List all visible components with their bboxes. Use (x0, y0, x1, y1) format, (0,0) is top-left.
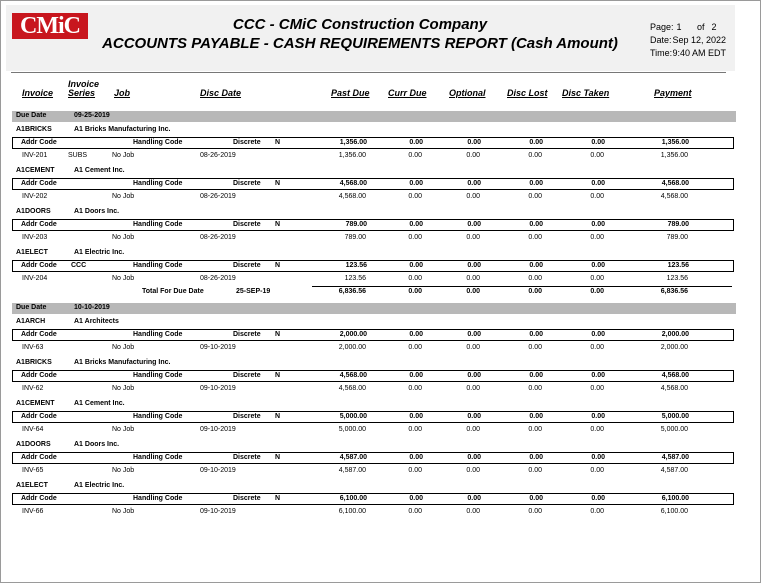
disc-lost-amount: 0.00 (529, 180, 543, 187)
invoice-job: No Job (112, 426, 135, 433)
invoice-past-due: 4,568.00 (338, 385, 366, 392)
optional-amount: 0.00 (467, 221, 481, 228)
due-date-label: Due Date (16, 112, 47, 119)
payment-amount: 1,356.00 (661, 139, 689, 146)
discrete-value: N (275, 262, 281, 269)
invoice-optional: 0.00 (466, 344, 480, 351)
page-total: 2 (711, 22, 717, 32)
addr-code-label: Addr Code (21, 180, 57, 187)
invoice-curr-due: 0.00 (408, 234, 422, 241)
col-curr-due: Curr Due (388, 88, 427, 98)
date-label: Date: (650, 35, 672, 45)
optional-amount: 0.00 (467, 495, 481, 502)
discrete-label: Discrete (233, 262, 261, 269)
past-due-amount: 4,587.00 (339, 454, 367, 461)
invoice-curr-due: 0.00 (408, 467, 422, 474)
invoice-past-due: 1,356.00 (338, 152, 366, 159)
payment-amount: 5,000.00 (661, 413, 689, 420)
optional-amount: 0.00 (467, 454, 481, 461)
invoice-optional: 0.00 (466, 234, 480, 241)
disc-taken-amount: 0.00 (591, 372, 605, 379)
past-due-amount: 789.00 (345, 221, 367, 228)
vendor-row (12, 396, 736, 411)
invoice-number: INV-63 (22, 344, 44, 351)
invoice-row (12, 464, 736, 478)
col-payment: Payment (654, 88, 692, 98)
invoice-optional: 0.00 (466, 467, 480, 474)
col-invoice-series-line1: Invoice (68, 79, 100, 89)
invoice-row (12, 382, 736, 396)
invoice-disc-taken: 0.00 (590, 234, 604, 241)
discrete-value: N (275, 180, 281, 187)
due-date-total-row (142, 286, 732, 297)
disc-lost-amount: 0.00 (529, 495, 543, 502)
optional-amount: 0.00 (467, 262, 481, 269)
invoice-optional: 0.00 (466, 508, 480, 515)
vendor-row (12, 245, 736, 260)
addr-code-label: Addr Code (21, 495, 57, 502)
total-past-due: 6,836.56 (338, 288, 366, 295)
time-label: Time: (650, 48, 673, 58)
discrete-value: N (275, 221, 281, 228)
vendor-code: A1CEMENT (16, 400, 55, 407)
discrete-label: Discrete (233, 495, 261, 502)
invoice-disc-date: 09-10-2019 (200, 467, 236, 474)
invoice-disc-lost: 0.00 (528, 426, 542, 433)
invoice-job: No Job (112, 385, 135, 392)
disc-lost-amount: 0.00 (529, 454, 543, 461)
invoice-past-due: 5,000.00 (338, 426, 366, 433)
past-due-amount: 5,000.00 (339, 413, 367, 420)
vendor-row (12, 478, 736, 493)
invoice-number: INV-202 (22, 193, 48, 200)
report-title: ACCOUNTS PAYABLE - CASH REQUIREMENTS REPORT (Cash Amount) (102, 35, 618, 52)
col-disc-lost: Disc Lost (507, 88, 548, 98)
company-logo: CMiC (12, 13, 88, 39)
total-curr-due: 0.00 (408, 288, 422, 295)
col-past-due: Past Due (331, 88, 370, 98)
disc-lost-amount: 0.00 (529, 372, 543, 379)
invoice-past-due: 4,587.00 (338, 467, 366, 474)
total-label: Total For Due Date (142, 288, 204, 295)
invoice-job: No Job (112, 275, 135, 282)
report-body (12, 111, 736, 519)
payment-amount: 2,000.00 (661, 331, 689, 338)
invoice-disc-taken: 0.00 (590, 275, 604, 282)
invoice-job: No Job (112, 193, 135, 200)
invoice-number: INV-204 (22, 275, 48, 282)
past-due-amount: 4,568.00 (339, 372, 367, 379)
addr-code-label: Addr Code (21, 262, 57, 269)
discrete-value: N (275, 139, 281, 146)
invoice-disc-taken: 0.00 (590, 508, 604, 515)
invoice-past-due: 6,100.00 (338, 508, 366, 515)
total-disc-lost: 0.00 (528, 288, 542, 295)
vendor-name: A1 Doors Inc. (74, 441, 120, 448)
invoice-row (12, 505, 736, 519)
vendor-code: A1ELECT (16, 482, 48, 489)
header-divider (11, 72, 726, 73)
invoice-disc-date: 09-10-2019 (200, 344, 236, 351)
invoice-number: INV-201 (22, 152, 48, 159)
past-due-amount: 2,000.00 (339, 331, 367, 338)
invoice-number: INV-64 (22, 426, 44, 433)
disc-taken-amount: 0.00 (591, 454, 605, 461)
handling-code-label: Handling Code (133, 139, 183, 146)
address-summary-row (12, 219, 734, 231)
curr-due-amount: 0.00 (409, 454, 423, 461)
col-invoice: Invoice (22, 88, 54, 98)
invoice-disc-taken: 0.00 (590, 193, 604, 200)
time-value: 9:40 AM EDT (672, 48, 727, 58)
invoice-job: No Job (112, 508, 135, 515)
page-of: of (697, 22, 705, 32)
report-date (650, 35, 726, 45)
invoice-job: No Job (112, 152, 135, 159)
disc-taken-amount: 0.00 (591, 262, 605, 269)
vendor-name: A1 Bricks Manufacturing Inc. (74, 359, 171, 366)
payment-amount: 6,100.00 (661, 495, 689, 502)
invoice-payment: 6,100.00 (660, 508, 688, 515)
invoice-optional: 0.00 (466, 275, 480, 282)
vendor-code: A1ARCH (16, 318, 46, 325)
invoice-disc-taken: 0.00 (590, 152, 604, 159)
vendor-row (12, 355, 736, 370)
vendor-code: A1DOORS (16, 441, 51, 448)
invoice-disc-date: 08-26-2019 (200, 275, 236, 282)
invoice-past-due: 789.00 (344, 234, 366, 241)
past-due-amount: 1,356.00 (339, 139, 367, 146)
vendor-name: A1 Doors Inc. (74, 208, 120, 215)
disc-taken-amount: 0.00 (591, 495, 605, 502)
invoice-payment: 789.00 (666, 234, 688, 241)
address-summary-row (12, 260, 734, 272)
payment-amount: 4,568.00 (661, 372, 689, 379)
invoice-disc-taken: 0.00 (590, 467, 604, 474)
invoice-row (12, 423, 736, 437)
addr-code-label: Addr Code (21, 221, 57, 228)
invoice-payment: 4,587.00 (660, 467, 688, 474)
page-number: 1 (676, 22, 682, 32)
date-value: Sep 12, 2022 (672, 35, 727, 45)
invoice-optional: 0.00 (466, 193, 480, 200)
vendor-name: A1 Electric Inc. (74, 249, 125, 256)
col-invoice-series-line2: Series (68, 88, 96, 98)
discrete-value: N (275, 413, 281, 420)
invoice-disc-lost: 0.00 (528, 275, 542, 282)
invoice-curr-due: 0.00 (408, 508, 422, 515)
invoice-optional: 0.00 (466, 385, 480, 392)
address-summary-row (12, 370, 734, 382)
invoice-number: INV-203 (22, 234, 48, 241)
invoice-past-due: 123.56 (344, 275, 366, 282)
invoice-curr-due: 0.00 (408, 344, 422, 351)
vendor-code: A1ELECT (16, 249, 48, 256)
invoice-disc-lost: 0.00 (528, 344, 542, 351)
disc-lost-amount: 0.00 (529, 221, 543, 228)
curr-due-amount: 0.00 (409, 262, 423, 269)
payment-amount: 789.00 (667, 221, 689, 228)
due-date-label: Due Date (16, 304, 47, 311)
address-summary-row (12, 329, 734, 341)
payment-amount: 4,568.00 (661, 180, 689, 187)
invoice-curr-due: 0.00 (408, 426, 422, 433)
optional-amount: 0.00 (467, 413, 481, 420)
vendor-row (12, 314, 736, 329)
total-date: 25-SEP-19 (236, 288, 271, 295)
invoice-payment: 4,568.00 (660, 193, 688, 200)
optional-amount: 0.00 (467, 331, 481, 338)
payment-amount: 123.56 (667, 262, 689, 269)
discrete-value: N (275, 454, 281, 461)
invoice-row (12, 190, 736, 204)
vendor-row (12, 122, 736, 137)
due-date-value: 10-10-2019 (74, 304, 110, 311)
col-job: Job (114, 88, 131, 98)
vendor-name: A1 Cement Inc. (74, 167, 125, 174)
invoice-row (12, 272, 736, 286)
total-payment: 6,836.56 (660, 288, 688, 295)
invoice-job: No Job (112, 467, 135, 474)
disc-taken-amount: 0.00 (591, 221, 605, 228)
addr-code-label: Addr Code (21, 372, 57, 379)
handling-code-label: Handling Code (133, 454, 183, 461)
total-disc-taken: 0.00 (590, 288, 604, 295)
invoice-disc-date: 09-10-2019 (200, 508, 236, 515)
due-date-bar (12, 111, 736, 122)
invoice-curr-due: 0.00 (408, 275, 422, 282)
address-summary-row (12, 137, 734, 149)
handling-code-label: Handling Code (133, 495, 183, 502)
invoice-disc-lost: 0.00 (528, 385, 542, 392)
invoice-disc-date: 08-26-2019 (200, 152, 236, 159)
disc-taken-amount: 0.00 (591, 139, 605, 146)
discrete-label: Discrete (233, 139, 261, 146)
address-summary-row (12, 178, 734, 190)
optional-amount: 0.00 (467, 180, 481, 187)
discrete-label: Discrete (233, 221, 261, 228)
invoice-disc-lost: 0.00 (528, 508, 542, 515)
invoice-optional: 0.00 (466, 152, 480, 159)
invoice-number: INV-65 (22, 467, 44, 474)
invoice-disc-taken: 0.00 (590, 426, 604, 433)
page-label: Page: (650, 22, 674, 32)
invoice-payment: 123.56 (666, 275, 688, 282)
col-disc-taken: Disc Taken (562, 88, 610, 98)
due-date-bar (12, 303, 736, 314)
curr-due-amount: 0.00 (409, 413, 423, 420)
disc-lost-amount: 0.00 (529, 139, 543, 146)
handling-code-label: Handling Code (133, 221, 183, 228)
curr-due-amount: 0.00 (409, 139, 423, 146)
invoice-payment: 1,356.00 (660, 152, 688, 159)
col-optional: Optional (449, 88, 486, 98)
invoice-optional: 0.00 (466, 426, 480, 433)
addr-code-label: Addr Code (21, 454, 57, 461)
curr-due-amount: 0.00 (409, 221, 423, 228)
vendor-row (12, 204, 736, 219)
due-date-value: 09-25-2019 (74, 112, 110, 119)
optional-amount: 0.00 (467, 139, 481, 146)
disc-taken-amount: 0.00 (591, 180, 605, 187)
vendor-name: A1 Architects (74, 318, 119, 325)
address-summary-row (12, 452, 734, 464)
handling-code-label: Handling Code (133, 372, 183, 379)
total-optional: 0.00 (466, 288, 480, 295)
invoice-curr-due: 0.00 (408, 193, 422, 200)
company-name: CCC - CMiC Construction Company (232, 16, 488, 33)
col-disc-date: Disc Date (200, 88, 242, 98)
curr-due-amount: 0.00 (409, 180, 423, 187)
invoice-past-due: 4,568.00 (338, 193, 366, 200)
invoice-payment: 4,568.00 (660, 385, 688, 392)
disc-lost-amount: 0.00 (529, 262, 543, 269)
invoice-curr-due: 0.00 (408, 385, 422, 392)
page-info (650, 22, 717, 32)
vendor-code: A1DOORS (16, 208, 51, 215)
invoice-disc-date: 08-26-2019 (200, 234, 236, 241)
discrete-label: Discrete (233, 331, 261, 338)
report-time (650, 48, 726, 58)
vendor-name: A1 Bricks Manufacturing Inc. (74, 126, 171, 133)
discrete-value: N (275, 331, 281, 338)
invoice-disc-taken: 0.00 (590, 385, 604, 392)
optional-amount: 0.00 (467, 372, 481, 379)
disc-lost-amount: 0.00 (529, 413, 543, 420)
invoice-disc-lost: 0.00 (528, 193, 542, 200)
invoice-disc-date: 09-10-2019 (200, 426, 236, 433)
curr-due-amount: 0.00 (409, 331, 423, 338)
discrete-value: N (275, 495, 281, 502)
invoice-job: No Job (112, 344, 135, 351)
vendor-code: A1BRICKS (16, 359, 52, 366)
payment-amount: 4,587.00 (661, 454, 689, 461)
addr-code-label: Addr Code (21, 139, 57, 146)
curr-due-amount: 0.00 (409, 495, 423, 502)
vendor-code: A1BRICKS (16, 126, 52, 133)
disc-taken-amount: 0.00 (591, 413, 605, 420)
invoice-row (12, 149, 736, 163)
handling-code-label: Handling Code (133, 331, 183, 338)
invoice-row (12, 231, 736, 245)
curr-due-amount: 0.00 (409, 372, 423, 379)
invoice-past-due: 2,000.00 (338, 344, 366, 351)
invoice-disc-lost: 0.00 (528, 152, 542, 159)
handling-code-label: Handling Code (133, 413, 183, 420)
handling-code-label: Handling Code (133, 180, 183, 187)
invoice-disc-lost: 0.00 (528, 234, 542, 241)
disc-taken-amount: 0.00 (591, 331, 605, 338)
handling-code-label: Handling Code (133, 262, 183, 269)
invoice-disc-lost: 0.00 (528, 467, 542, 474)
invoice-job: No Job (112, 234, 135, 241)
addr-code-label: Addr Code (21, 413, 57, 420)
discrete-label: Discrete (233, 372, 261, 379)
invoice-disc-date: 09-10-2019 (200, 385, 236, 392)
invoice-payment: 5,000.00 (660, 426, 688, 433)
invoice-payment: 2,000.00 (660, 344, 688, 351)
vendor-row (12, 437, 736, 452)
discrete-label: Discrete (233, 454, 261, 461)
invoice-curr-due: 0.00 (408, 152, 422, 159)
address-summary-row (12, 411, 734, 423)
past-due-amount: 123.56 (345, 262, 367, 269)
vendor-name: A1 Electric Inc. (74, 482, 125, 489)
invoice-row (12, 341, 736, 355)
vendor-name: A1 Cement Inc. (74, 400, 125, 407)
discrete-label: Discrete (233, 180, 261, 187)
invoice-number: INV-66 (22, 508, 44, 515)
vendor-row (12, 163, 736, 178)
vendor-code: A1CEMENT (16, 167, 55, 174)
invoice-disc-date: 08-26-2019 (200, 193, 236, 200)
addr-code-value: CCC (71, 262, 87, 269)
address-summary-row (12, 493, 734, 505)
discrete-label: Discrete (233, 413, 261, 420)
past-due-amount: 6,100.00 (339, 495, 367, 502)
invoice-disc-taken: 0.00 (590, 344, 604, 351)
disc-lost-amount: 0.00 (529, 331, 543, 338)
discrete-value: N (275, 372, 281, 379)
past-due-amount: 4,568.00 (339, 180, 367, 187)
addr-code-label: Addr Code (21, 331, 57, 338)
invoice-number: INV-62 (22, 385, 44, 392)
invoice-series: SUBS (68, 152, 88, 159)
